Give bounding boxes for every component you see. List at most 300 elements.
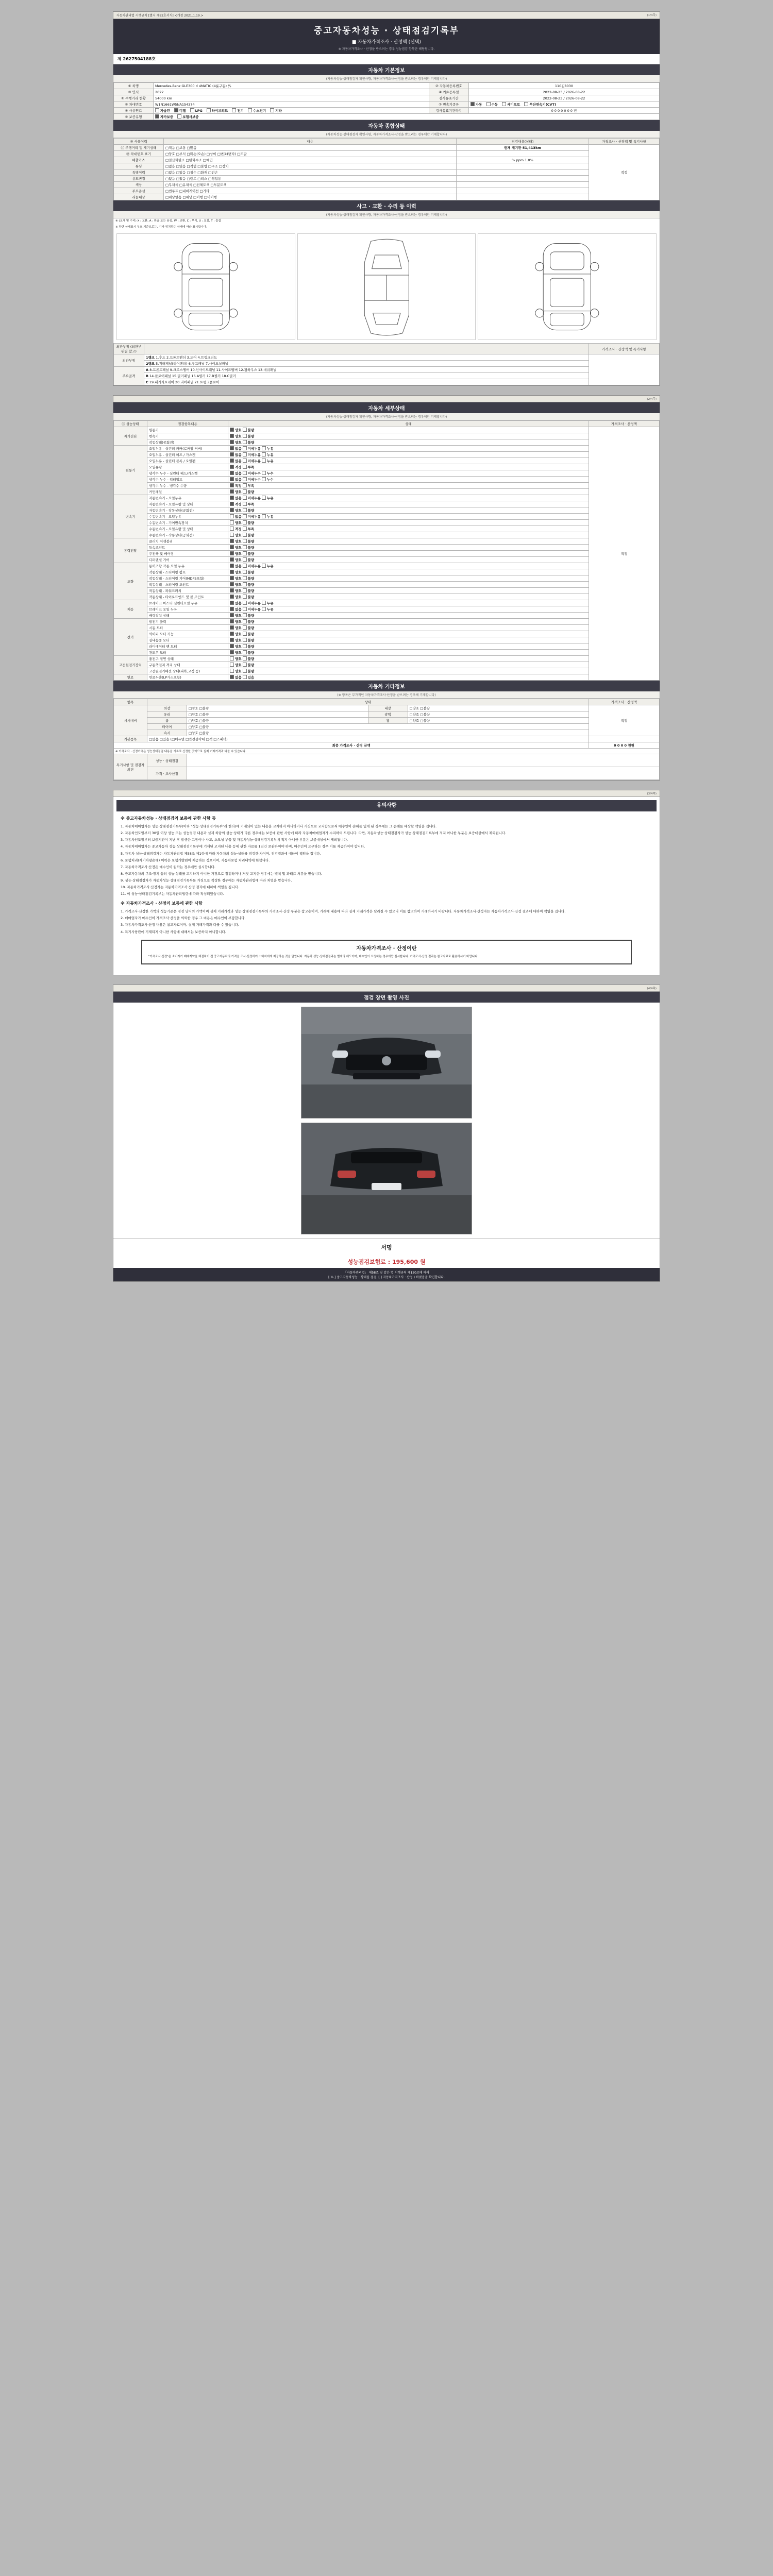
state-label-good: 양호 xyxy=(235,428,242,433)
state-label-good: 양호 xyxy=(235,595,242,600)
document-number-value: 2627504188호 xyxy=(123,57,156,61)
checkbox-good[interactable] xyxy=(230,440,242,445)
checkbox-minor[interactable] xyxy=(243,515,261,519)
table-header-row xyxy=(114,344,660,354)
field-label-guarantee: ⑨ 보증유형 xyxy=(114,114,154,120)
col-header-note: 가격조사 · 산정액 및 특기사항 xyxy=(589,139,660,145)
checkbox-fuel-gasoline[interactable] xyxy=(155,109,170,113)
etc-basic-label: 기본품목 xyxy=(114,736,147,742)
row-desc-special: □없음 □있음 □침수 □화재 □전손 xyxy=(164,170,457,176)
field-label-carname: ① 차명 xyxy=(114,83,154,89)
checkbox-trans-cvt[interactable] xyxy=(524,103,556,107)
state-engine-6 xyxy=(228,483,589,489)
checkbox-good[interactable] xyxy=(230,620,242,624)
checkbox-trans-manual[interactable] xyxy=(486,103,498,107)
checkbox-good[interactable] xyxy=(230,509,242,513)
checkbox-bad[interactable] xyxy=(243,539,255,544)
state-label-minor: 미세누유 xyxy=(247,607,261,612)
item-brake-0: 브레이크 마스터 실린더오일 누유 xyxy=(147,600,228,606)
state-label-leak: 누유 xyxy=(266,607,274,612)
table-row xyxy=(114,95,660,101)
signature-label: 서명 xyxy=(381,1244,392,1251)
checkbox-bad[interactable] xyxy=(243,614,255,618)
checkbox-leak[interactable] xyxy=(262,515,274,519)
state-label-minor: 미세누유 xyxy=(247,564,261,569)
checkbox-minor[interactable] xyxy=(243,447,261,451)
state-label-leak: 누수 xyxy=(266,471,274,476)
state-steer-1 xyxy=(228,569,589,575)
table-row xyxy=(114,526,660,532)
etc-value-wheel: □양호 □불량 xyxy=(408,718,589,724)
checkbox-bad[interactable] xyxy=(243,589,255,593)
accident-section-sub: (자동차성능·상태점검자 확인사항, 자동차가격조사·산정을 받으려는 경우에만 기재합니다) xyxy=(113,211,660,218)
state-label-minor: 미세누유 xyxy=(247,515,261,519)
table-row xyxy=(114,656,660,662)
checkbox-leak[interactable] xyxy=(262,459,274,463)
table-row xyxy=(114,367,660,373)
table-row xyxy=(114,736,660,742)
checkbox-good[interactable] xyxy=(230,632,242,636)
notice-item-3: 4. 자동차매매업자는 중고자동차 성능·상태점검기록부에 기재된 고지된 내용 등에 관한 자료를 1년간 보관하여야 하며, 매수인이 요구하는 경우 이를 제공하여야 합니다. xyxy=(121,844,365,849)
checkbox-bad[interactable] xyxy=(243,645,255,649)
checkbox-good[interactable] xyxy=(230,663,242,667)
total-price-note: ※ 가격조사 · 산정가격은 성능상태점검 내용을 기초로 산정한 것이므로 실제 거래가격과 다를 수 있습니다. xyxy=(114,749,660,754)
checkbox-leak[interactable] xyxy=(262,601,274,605)
item-steer-2: 작동상태 - 스티어링 기어(MDPS포함) xyxy=(147,575,228,582)
state-steer-2 xyxy=(228,575,589,582)
group-label-hv: 고전원전기장치 xyxy=(114,656,147,674)
checkbox-lack[interactable] xyxy=(243,484,255,488)
checkbox-none[interactable] xyxy=(230,601,242,605)
table-row xyxy=(114,619,660,625)
table-row xyxy=(114,625,660,631)
diagram-left-panel xyxy=(116,233,295,340)
rank-items-4: 14.플로어패널 15.필러패널 16.A필러 17.B필러 18.C필러 xyxy=(149,374,236,379)
document-number-row xyxy=(113,54,660,64)
checkbox-bad[interactable] xyxy=(243,570,255,574)
checkbox-trans-semi[interactable] xyxy=(502,103,520,107)
item-steer-3: 작동상태 - 스티어링 조인트 xyxy=(147,582,228,588)
checkbox-exist[interactable] xyxy=(243,675,255,680)
page-tag-2: (2/4쪽) xyxy=(647,398,657,401)
checkbox-minor[interactable] xyxy=(243,459,261,463)
checkbox-bad[interactable] xyxy=(243,428,255,432)
checkbox-leak[interactable] xyxy=(262,564,274,568)
checkbox-good[interactable] xyxy=(230,521,242,525)
checkbox-minor[interactable] xyxy=(243,564,261,568)
field-label-vin: ⑥ 차대번호 xyxy=(114,101,154,108)
state-label-lack: 부족 xyxy=(247,484,255,488)
checkbox-bad[interactable] xyxy=(243,577,255,581)
checkbox-none[interactable] xyxy=(230,447,242,451)
field-value-vin: W1N1661W5NA154374 xyxy=(154,101,429,108)
row-label-emission: 배출가스 xyxy=(114,157,164,163)
state-label-bad: 불량 xyxy=(247,440,255,445)
state-label-good: 양호 xyxy=(235,577,242,581)
checkbox-minor[interactable] xyxy=(243,471,261,476)
item-brake-1: 브레이크 오일 누유 xyxy=(147,606,228,613)
state-label-leak: 누유 xyxy=(266,459,274,464)
table-row xyxy=(114,439,660,446)
sheet1-topbar xyxy=(113,12,660,19)
notice-item-7: 8. 중고자동차의 구조·장치 등의 성능·상태를 고지하지 아니한 거짓으로 점검하거나 거짓 고지한 경우에는 벌칙 및 과태료 처분을 받습니다. xyxy=(121,871,322,876)
document-header xyxy=(113,19,660,54)
state-selfdiag-idle xyxy=(228,439,589,446)
state-selfdiag-trans xyxy=(228,433,589,439)
state-label-bad: 불량 xyxy=(247,663,255,668)
checkbox-lack[interactable] xyxy=(243,527,255,531)
table-header-row xyxy=(114,699,660,705)
checkbox-none[interactable] xyxy=(230,471,242,476)
checkbox-bad[interactable] xyxy=(243,595,255,599)
checkbox-guarantee-self[interactable] xyxy=(155,115,173,119)
checkbox-good[interactable] xyxy=(230,669,242,673)
item-trans-6: 수동변속기 - 작동상태(공회전) xyxy=(147,532,228,538)
state-power-1 xyxy=(228,545,589,551)
state-label-minor: 미세누유 xyxy=(247,447,261,451)
row-label-usechange: 용도변경 xyxy=(114,176,164,182)
checkbox-proper[interactable] xyxy=(230,502,242,506)
checkbox-good[interactable] xyxy=(230,626,242,630)
state-engine-4 xyxy=(228,470,589,477)
state-label-bad: 불량 xyxy=(247,558,255,563)
state-label-minor: 미세누유 xyxy=(247,453,261,457)
checkbox-bad[interactable] xyxy=(243,663,255,667)
state-label-leak: 누유 xyxy=(266,453,274,457)
overall-state-table xyxy=(113,138,660,200)
checkbox-bad[interactable] xyxy=(243,669,255,673)
state-steer-5 xyxy=(228,594,589,600)
checkbox-bad[interactable] xyxy=(243,651,255,655)
state-label-leak: 누수 xyxy=(266,478,274,482)
state-steer-0 xyxy=(228,563,589,569)
notice2-item-0: 1. 가격조사·산정한 가액의 성능기준은 점검 당시의 가액이며 실제 거래가격과 성능·상태점검기록부의 가격조사·산정 부분은 참고용이며, 거래에 내용에 따라 실제 거래가격은 달라질 수 있으니 이를 참고하여 거래하시기 바랍니다. 자동차가격조사·산정자는 자동차가격조사·산정 결과에 대하여 책임을 집니다. xyxy=(121,909,566,914)
detail-section-sub: (자동차성능·상태점검자 확인사항, 자동차가격조사·산정을 받으려는 경우에만 기재합니다) xyxy=(113,413,660,420)
checkbox-good[interactable] xyxy=(230,490,242,494)
item-steer-1: 작동상태 - 스티어링 펌프 xyxy=(147,569,228,575)
table-row xyxy=(114,483,660,489)
col-header-etc-price: 가격조사 · 산정액 xyxy=(589,699,660,705)
row-desc-tuning: □없음 □있음 □적법 □불법 □구조 □장치 xyxy=(164,163,457,170)
state-label-leak: 누유 xyxy=(266,601,274,606)
state-label-none: 없음 xyxy=(235,564,242,569)
field-label-year: ③ 연식 xyxy=(114,89,154,95)
col-header-rank-items xyxy=(144,344,589,354)
rank-items-3: 8.프론트패널 9.크로스멤버 10.인사이드패널 11.사이드멤버 12.휠하우스 13.대쉬패널 xyxy=(149,368,277,372)
rank-name-3: A xyxy=(146,368,149,372)
checkbox-leak[interactable] xyxy=(262,471,274,476)
state-label-good: 양호 xyxy=(235,521,242,526)
col-header-perf: ⑬ 성능상태 xyxy=(114,421,147,427)
state-label-bad: 불량 xyxy=(247,570,255,575)
checkbox-leak[interactable] xyxy=(262,447,274,451)
checkbox-bad[interactable] xyxy=(243,638,255,642)
checkbox-none[interactable] xyxy=(230,675,242,680)
checkbox-bad[interactable] xyxy=(243,533,255,537)
checkbox-good[interactable] xyxy=(230,552,242,556)
field-label-transmission: ⑦ 변속기종류 xyxy=(429,101,468,108)
fuel-label-other: 기타 xyxy=(275,109,282,113)
checkbox-bad[interactable] xyxy=(243,509,255,513)
notice-item-10: 11. 이 성능·상태점검기록부는 자동차관리법령에 따라 작성되었습니다. xyxy=(121,891,224,896)
row-label-mileage: ⑪ 주행거리 및 계기상태 xyxy=(114,145,164,151)
group-label-selfdiag: 자기진단 xyxy=(114,427,147,446)
basic-info-table xyxy=(113,82,660,120)
detail-state-table xyxy=(113,420,660,681)
etc-basic-price xyxy=(589,736,660,742)
checkbox-minor[interactable] xyxy=(243,453,261,457)
checkbox-bad[interactable] xyxy=(243,657,255,661)
total-price-value: 0 0 0 0 천원 xyxy=(589,742,660,749)
item-selfdiag-idle: 작동상태(공회전) xyxy=(147,439,228,446)
checkbox-good[interactable] xyxy=(230,570,242,574)
state-power-3 xyxy=(228,557,589,563)
row-desc-usechange: □없음 □있음 □렌트 □리스 □영업용 xyxy=(164,176,457,182)
overall-section-sub: (자동차성능·상태점검자 확인사항, 자동차가격조사·산정을 받으려는 경우에만 기재합니다) xyxy=(113,131,660,138)
insurance-price-value: 195,600 원 xyxy=(392,1258,426,1265)
checkbox-none[interactable] xyxy=(230,459,242,463)
inspection-photo-front xyxy=(301,1007,472,1118)
trans-label-cvt: 무단변속기(CVT) xyxy=(529,103,556,107)
checkbox-good[interactable] xyxy=(230,434,242,438)
checkbox-none[interactable] xyxy=(230,607,242,612)
checkbox-trans-auto[interactable] xyxy=(470,103,482,107)
rank-row-2 xyxy=(144,361,589,367)
checkbox-bad[interactable] xyxy=(243,546,255,550)
page-tag-4: (4/4쪽) xyxy=(647,987,657,990)
table-row xyxy=(114,433,660,439)
car-diagram-right-icon xyxy=(478,234,656,340)
group-label-transmission: 변속기 xyxy=(114,495,147,538)
table-row xyxy=(114,427,660,433)
col-header-etc-state: 상태 xyxy=(147,699,589,705)
checkbox-fuel-lpg[interactable] xyxy=(190,109,203,113)
checkbox-minor[interactable] xyxy=(243,496,261,500)
checkbox-good[interactable] xyxy=(230,533,242,537)
checkbox-good[interactable] xyxy=(230,577,242,581)
table-row xyxy=(114,637,660,643)
guarantee-label-self: 자가보증 xyxy=(160,115,174,119)
notice-section xyxy=(113,797,660,974)
mileage-unit: km xyxy=(166,96,172,100)
row-desc-recall: □해당없음 □해당 □이행 □미이행 xyxy=(164,194,457,200)
table-row xyxy=(114,108,660,114)
state-trans-5 xyxy=(228,526,589,532)
checkbox-bad[interactable] xyxy=(243,620,255,624)
checkbox-good[interactable] xyxy=(230,546,242,550)
item-trans-2: 자동변속기 - 작동상태(공회전) xyxy=(147,507,228,514)
form-reference: 자동차관리법 시행규칙 [별지 제82호서식] <개정 2021.1.19.> xyxy=(116,14,204,18)
checkbox-fuel-diesel[interactable] xyxy=(174,109,186,113)
fuel-label-gasoline: 가솔린 xyxy=(160,109,170,113)
state-label-bad: 불량 xyxy=(247,638,255,643)
item-fuel-0: 연료누출(LP가스포함) xyxy=(147,674,228,681)
state-label-good: 양호 xyxy=(235,620,242,624)
item-power-0: 클러치 어셈블리 xyxy=(147,538,228,545)
checkbox-bad[interactable] xyxy=(243,490,255,494)
field-value-mileage xyxy=(154,95,429,101)
checkbox-none[interactable] xyxy=(230,564,242,568)
item-elec-4: 라디에이터 팬 모터 xyxy=(147,643,228,650)
field-label-validity: 검사유효기간까지 xyxy=(429,108,468,114)
etc-table xyxy=(113,699,660,780)
row-state-tuning xyxy=(457,163,589,170)
table-row xyxy=(114,594,660,600)
checkbox-good[interactable] xyxy=(230,651,242,655)
state-label-bad: 불량 xyxy=(247,428,255,433)
remarks-label: 특기사항 및 점검자 의견 xyxy=(114,754,147,780)
table-row xyxy=(114,569,660,575)
checkbox-leak[interactable] xyxy=(262,478,274,482)
state-label-good: 양호 xyxy=(235,570,242,575)
state-elec-3 xyxy=(228,637,589,643)
checkbox-good[interactable] xyxy=(230,428,242,432)
rank-row-4 xyxy=(144,373,589,379)
checkbox-leak[interactable] xyxy=(262,607,274,612)
checkbox-bad[interactable] xyxy=(243,583,255,587)
checkbox-good[interactable] xyxy=(230,558,242,562)
checkbox-proper[interactable] xyxy=(230,465,242,469)
state-label-none: 없음 xyxy=(235,607,242,612)
rank-name-1: 1랭크 xyxy=(146,355,155,360)
table-row xyxy=(114,176,660,182)
state-label-bad: 불량 xyxy=(247,577,255,581)
checkbox-fuel-other[interactable] xyxy=(270,109,282,113)
trans-label-semi: 세미오토 xyxy=(507,103,520,107)
checkbox-good[interactable] xyxy=(230,657,242,661)
checkbox-none[interactable] xyxy=(230,496,242,500)
checkbox-good[interactable] xyxy=(230,539,242,544)
checkbox-good[interactable] xyxy=(230,583,242,587)
checkbox-none[interactable] xyxy=(230,453,242,457)
row-state-usechange xyxy=(457,176,589,182)
checkbox-proper[interactable] xyxy=(230,484,242,488)
accident-section-title: 사고 · 교환 · 수리 등 이력 xyxy=(113,200,660,211)
item-elec-5: 윈도우 모터 xyxy=(147,650,228,656)
price-definition-text: "가격조사·산정"은 소비자가 매매계약을 체결하기 전 중고자동차의 가격을 조사·산정하여 소비자에게 제공하는 것을 말합니다. 자동차 성능·상태점검과는 별개의 제도이며, 매수인이 요청하는 경우에만 실시합니다. 가격조사·산정 결과는 참고자료로 활용하시기 바랍니다. xyxy=(148,955,479,959)
basic-section-sub: (자동차성능·상태점검자 확인사항, 자동차가격조사·산정을 받으려는 경우에만 기재합니다) xyxy=(113,75,660,82)
price-definition-box xyxy=(141,940,632,964)
checkbox-lack[interactable] xyxy=(243,465,255,469)
checkbox-good[interactable] xyxy=(230,645,242,649)
table-row xyxy=(114,551,660,557)
checkbox-bad[interactable] xyxy=(243,440,255,445)
item-engine-3: 오일유량 xyxy=(147,464,228,470)
notice-item-0: 1. 자동차매매업자는 성능·상태점검기록부(이하 "성능·상태점검기록부"라 한다)에 기재되어 있는 내용을 교지하지 아니하거나 거짓으로 교지함으로써 매수인이 손해를 입게 된 경우에는 그 손해를 배상할 책임을 집니다. xyxy=(121,824,437,829)
row-label-options: 주요옵션 xyxy=(114,188,164,194)
checkbox-minor[interactable] xyxy=(243,478,261,482)
etc-basic-value: □없음 □있음 (□매뉴얼 □안전삼각대 □잭 □스패너) xyxy=(147,736,589,742)
checkbox-good[interactable] xyxy=(230,595,242,599)
document-title: 중고자동차성능 · 상태점검기록부 xyxy=(313,26,460,36)
etc-value-glass: □양호 □불량 xyxy=(187,711,368,718)
table-row xyxy=(114,379,660,385)
etc-group-label: 시세대비 xyxy=(114,705,147,736)
checkbox-minor[interactable] xyxy=(243,607,261,612)
state-label-good: 양호 xyxy=(235,651,242,655)
checkbox-bad[interactable] xyxy=(243,632,255,636)
field-label-mileage: ⑤ 주행거리 현황 xyxy=(114,95,154,101)
checkbox-bad[interactable] xyxy=(243,552,255,556)
etc-price-cell: 적정 xyxy=(589,705,660,736)
checkbox-none[interactable] xyxy=(230,515,242,519)
item-power-1: 등속조인트 xyxy=(147,545,228,551)
item-steer-4: 작동상태 - 파워크러치 xyxy=(147,588,228,594)
item-trans-1: 자동변속기 - 오일유량 및 상태 xyxy=(147,501,228,507)
state-label-none: 없음 xyxy=(235,459,242,464)
table-row xyxy=(114,718,660,724)
state-label-good: 양호 xyxy=(235,558,242,563)
state-label-good: 양호 xyxy=(235,546,242,550)
field-value-validity: 0 0 0 0 0 0 0 년 xyxy=(468,108,659,114)
state-engine-1 xyxy=(228,452,589,458)
state-label-exist: 있음 xyxy=(247,675,255,680)
checkbox-bad[interactable] xyxy=(243,558,255,562)
table-row xyxy=(114,501,660,507)
field-value-year: 2022 xyxy=(154,89,429,95)
state-label-bad: 불량 xyxy=(247,651,255,655)
inspection-insurance-row xyxy=(113,1256,660,1268)
checkbox-good[interactable] xyxy=(230,589,242,593)
document-number-label: 제 xyxy=(117,57,122,61)
checkbox-proper[interactable] xyxy=(230,527,242,531)
state-brake-0 xyxy=(228,600,589,606)
checkbox-guarantee-insurer[interactable] xyxy=(177,115,198,119)
field-label-fuel: ⑧ 사용연료 xyxy=(114,108,154,114)
fuel-label-diesel: 디젤 xyxy=(179,109,186,113)
checkbox-good[interactable] xyxy=(230,614,242,618)
checkbox-lack[interactable] xyxy=(243,502,255,506)
item-trans-0: 자동변속기 - 오일누유 xyxy=(147,495,228,501)
checkbox-fuel-hybrid[interactable] xyxy=(207,109,228,113)
checkbox-none[interactable] xyxy=(230,478,242,482)
checkbox-leak[interactable] xyxy=(262,496,274,500)
table-row xyxy=(114,452,660,458)
checkbox-leak[interactable] xyxy=(262,453,274,457)
col-header-panel: 외판부위 (외판부위별 참고) xyxy=(114,344,144,354)
checkbox-fuel-electric[interactable] xyxy=(232,109,244,113)
photo-section-title: 점검 장면 촬영 사진 xyxy=(113,992,660,1003)
row-label-special: 특별이력 xyxy=(114,170,164,176)
state-steer-3 xyxy=(228,582,589,588)
checkbox-minor[interactable] xyxy=(243,601,261,605)
etc-key-exterior: 외장 xyxy=(147,705,187,711)
item-engine-4: 냉각수 누수 - 실린더 헤드/가스켓 xyxy=(147,470,228,477)
signature-row xyxy=(113,1239,660,1256)
checkbox-bad[interactable] xyxy=(243,521,255,525)
page-tag-1: (1/4쪽) xyxy=(647,14,657,17)
fuel-label-electric: 전기 xyxy=(237,109,244,113)
sheet-page-1 xyxy=(113,11,660,386)
notice-item-4: 5. 자동차 성능·상태점검자는 자동차관리법 제58조 제1항에 따라 자동차의 성능·상태를 점검한 자이며, 점검결과에 대하여 책임을 집니다. xyxy=(121,851,321,856)
car-diagram-top-icon xyxy=(298,234,476,340)
state-trans-0 xyxy=(228,495,589,501)
item-hv-1: 구동축전지 격리 상태 xyxy=(147,662,228,668)
detail-section-title: 자동차 세부상태 xyxy=(113,402,660,413)
checkbox-bad[interactable] xyxy=(243,434,255,438)
state-label-bad: 불량 xyxy=(247,589,255,594)
checkbox-bad[interactable] xyxy=(243,626,255,630)
state-trans-2 xyxy=(228,507,589,514)
inspection-photo-rear xyxy=(301,1123,472,1234)
checkbox-good[interactable] xyxy=(230,638,242,642)
state-label-good: 양호 xyxy=(235,626,242,631)
table-row xyxy=(114,458,660,464)
remarks-value-performance xyxy=(187,754,660,767)
item-hv-0: 충전구 절연 상태 xyxy=(147,656,228,662)
sheet-page-2 xyxy=(113,395,660,781)
checkbox-fuel-hydrogen[interactable] xyxy=(248,109,266,113)
